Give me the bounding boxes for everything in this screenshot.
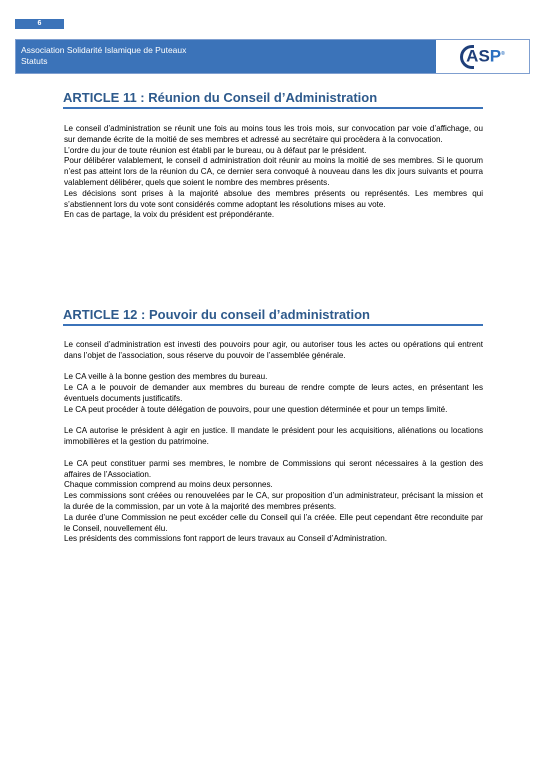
header-document-type: Statuts [21,56,48,66]
article-11-paragraph: Le conseil d’administration se réunit une fois au moins tous les trois mois, sur convocation par voie d’affichage, ou sur demande écrite de la moitié de ses membres et adressé au secrétaire qui procèdera à la convocation. [64,124,483,144]
article-11-paragraph: Les décisions sont prises à la majorité absolue des membres présents ou représentés. Les membres qui s’abstiennent lors du vote sont considérés comme adoptant les résolutions mises au vote. [64,188,483,209]
header-association-name: Association Solidarité Islamique de Puteaux [21,45,187,55]
article-11-paragraph: L’ordre du jour de toute réunion est établi par le bureau, ou à défaut par le président. [64,145,367,155]
logo-text-p: P [489,45,502,65]
article-12-paragraph: La durée d’une Commission ne peut excéder celle du Conseil qui l’a créée. Elle peut cependant être reconduite par le Conseil, nouvellement élu. [64,512,483,533]
page-number: 6 [15,19,64,29]
asip-logo [460,45,505,69]
article-12-paragraph: Le CA autorise le président à agir en justice. Il mandate le président pour les acquisitions, aliénations ou locations immobilières et la gestion du patrimoine. [64,426,483,447]
article-12-paragraph: Le CA veille à la bonne gestion des membres du bureau. [64,372,268,382]
article-12-paragraph: Le conseil d’administration est investi des pouvoirs pour agir, ou autoriser tous les actes ou opérations qui entrent dans l’objet de l’association, sous réserve du pouvoir de l’assemblée générale. [64,340,483,360]
logo-registered-mark: ® [501,50,505,57]
article-12-paragraph: Chaque commission comprend au moins deux personnes. [64,480,273,490]
document-header [15,39,530,74]
article-12-paragraph: Le CA peut constituer parmi ses membres, le nombre de Commissions qui seront nécessaires à la gestion des affaires de l’Association. [64,458,483,479]
article-11-body [64,124,483,221]
article-11-title: ARTICLE 11 : Réunion du Conseil d’Administration [63,90,483,109]
logo-area [436,40,529,73]
header-banner [16,40,436,73]
article-12-paragraph: Les présidents des commissions font rapport de leurs travaux au Conseil d’Administration. [64,534,388,544]
article-12-paragraph: Les commissions sont créées ou renouvelées par le CA, sur proposition d’un administrateur, précisant la mission et la durée de la commission, par un vote à la majorité des membres présents. [64,491,483,511]
article-12-paragraph: Le CA a le pouvoir de demander aux membres du bureau de rendre compte de leurs actes, en présentant les éventuels documents justificatifs. [64,383,483,403]
article-12-paragraph: Le CA peut procéder à toute délégation de pouvoirs, pour une question déterminée et pour un temps limité. [64,404,448,414]
logo-text-as: AS [466,45,490,65]
article-11-paragraph: En cas de partage, la voix du président est prépondérante. [64,210,275,220]
article-11-paragraph: Pour délibérer valablement, le conseil d administration doit réunir au moins la moitié de ses membres. Si le quorum n’est pas atteint lors de la réunion du CA, ce dernier sera convoqué à nouveau dans les dix jours suivants et pourra valablement délibérer, quels que soient le nombre des membres présents. [64,156,483,187]
article-12-body [64,340,483,545]
article-12-title: ARTICLE 12 : Pouvoir du conseil d’administration [63,307,483,326]
